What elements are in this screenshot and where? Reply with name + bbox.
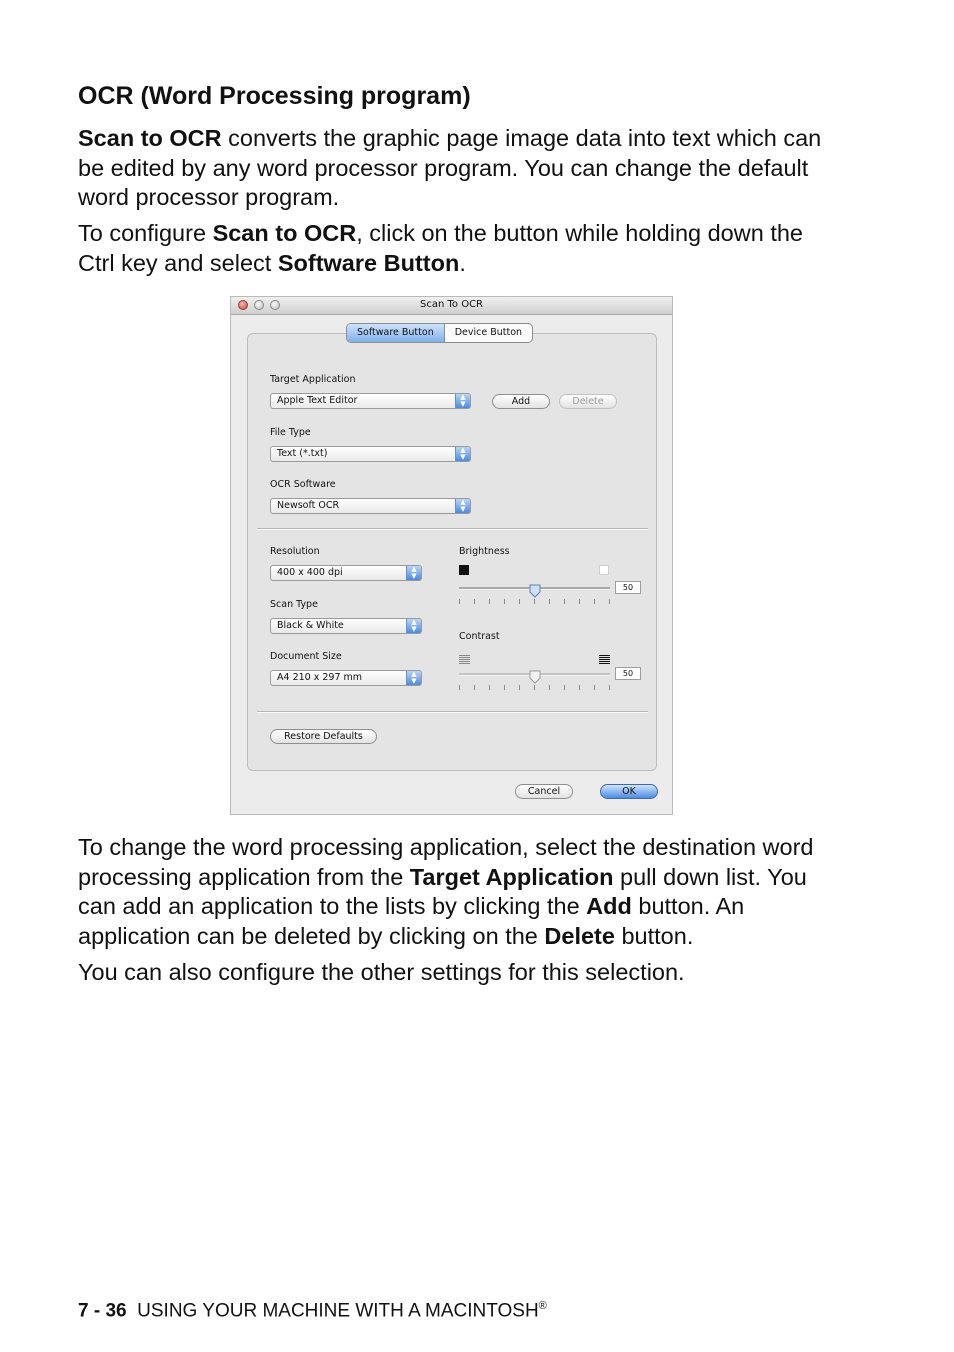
scan-type-select[interactable] <box>270 618 422 634</box>
change-application-paragraph <box>78 833 838 951</box>
popup-arrows-icon: ▲ ▼ <box>406 671 421 685</box>
brightness-value-box[interactable]: 50 <box>615 581 641 594</box>
resolution-value: 400 x 400 dpi <box>277 567 343 578</box>
contrast-slider-knob[interactable] <box>529 670 541 684</box>
window-titlebar <box>231 297 672 315</box>
dark-square-icon <box>459 565 469 575</box>
popup-arrows-icon: ▲ ▼ <box>406 619 421 633</box>
slider-tick <box>534 599 535 604</box>
add-button[interactable]: Add <box>492 394 550 409</box>
contrast-tick-marks <box>459 685 610 691</box>
section-heading: OCR (Word Processing program) <box>78 82 471 110</box>
contrast-label: Contrast <box>459 631 500 642</box>
configure-text-2: , click on the button while holding down the Ctrl key and select <box>78 220 803 276</box>
slider-tick <box>594 685 595 690</box>
cancel-button[interactable]: Cancel <box>515 784 573 799</box>
slider-tick <box>579 599 580 604</box>
configure-text-1: To configure <box>78 220 213 246</box>
tab-software-button[interactable]: Software Button <box>347 324 445 342</box>
document-size-select[interactable] <box>270 670 422 686</box>
registered-mark: ® <box>538 1300 547 1312</box>
target-application-label: Target Application <box>270 374 356 385</box>
intro-text: converts the graphic page image data into text which can be edited by any word processor program. You can change the default word processor program. <box>78 125 822 210</box>
file-type-value: Text (*.txt) <box>277 448 328 459</box>
other-settings-paragraph: You can also configure the other settings for this selection. <box>78 959 685 985</box>
change-text-3: button. An application can be deleted by clicking on the <box>78 893 745 949</box>
delete-button[interactable]: Delete <box>559 394 617 409</box>
resolution-select[interactable] <box>270 565 422 581</box>
separator <box>257 711 648 713</box>
popup-arrows-icon: ▲ ▼ <box>406 566 421 580</box>
slider-tick <box>609 599 610 604</box>
slider-tick <box>474 685 475 690</box>
bold-scan-to-ocr-2: Scan to OCR <box>212 220 357 246</box>
target-application-value: Apple Text Editor <box>277 395 358 406</box>
bold-scan-to-ocr: Scan to OCR <box>78 125 222 151</box>
slider-tick <box>549 599 550 604</box>
slider-tick <box>609 685 610 690</box>
slider-tick <box>549 685 550 690</box>
scan-to-ocr-dialog <box>230 296 673 815</box>
change-text-1: To change the word processing application, select the destination word processing application from the <box>78 834 814 890</box>
brightness-slider-knob[interactable] <box>529 584 541 598</box>
slider-tick <box>489 599 490 604</box>
tab-bar <box>346 323 533 343</box>
resolution-label: Resolution <box>270 546 320 557</box>
high-contrast-icon <box>599 650 610 661</box>
slider-tick <box>504 599 505 604</box>
change-text-4: button. <box>614 922 694 949</box>
change-text-2: pull down list. You can add an application to the lists by clicking the <box>78 863 807 919</box>
page-number: 7 - 36 <box>78 1300 127 1322</box>
slider-tick <box>459 685 460 690</box>
popup-arrows-icon: ▲ ▼ <box>455 447 470 461</box>
slider-tick <box>564 599 565 604</box>
file-type-select[interactable] <box>270 446 471 462</box>
configure-paragraph <box>78 219 838 278</box>
slider-tick <box>459 599 460 604</box>
window-title: Scan To OCR <box>420 299 483 310</box>
restore-defaults-button[interactable]: Restore Defaults <box>270 729 377 744</box>
configure-text-3: . <box>459 249 466 276</box>
scan-type-value: Black & White <box>277 620 344 631</box>
slider-tick <box>564 685 565 690</box>
low-contrast-icon <box>459 650 470 661</box>
ocr-software-value: Newsoft OCR <box>277 500 340 511</box>
slider-tick <box>474 599 475 604</box>
bold-add: Add <box>586 893 632 919</box>
contrast-value-box[interactable]: 50 <box>615 667 641 680</box>
slider-tick <box>594 599 595 604</box>
popup-arrows-icon: ▲ ▼ <box>455 499 470 513</box>
popup-arrows-icon: ▲ ▼ <box>455 394 470 408</box>
brightness-tick-marks <box>459 599 610 605</box>
slider-tick <box>489 685 490 690</box>
scan-type-label: Scan Type <box>270 599 318 610</box>
slider-tick <box>534 685 535 690</box>
ok-button[interactable]: OK <box>600 784 658 799</box>
slider-tick <box>504 685 505 690</box>
page-footer <box>78 1300 547 1322</box>
ocr-software-label: OCR Software <box>270 479 336 490</box>
bold-target-application: Target Application <box>409 863 614 890</box>
tab-device-button[interactable]: Device Button <box>454 327 523 338</box>
bold-software-button: Software Button <box>277 249 460 276</box>
target-application-select[interactable] <box>270 393 471 409</box>
footer-title: USING YOUR MACHINE WITH A MACINTOSH <box>137 1300 539 1322</box>
slider-tick <box>519 685 520 690</box>
file-type-label: File Type <box>270 427 311 438</box>
document-size-value: A4 210 x 297 mm <box>277 672 363 683</box>
intro-paragraph <box>78 124 838 213</box>
separator <box>257 528 648 530</box>
light-square-icon <box>599 565 609 575</box>
document-size-label: Document Size <box>270 651 342 662</box>
ocr-software-select[interactable] <box>270 498 471 514</box>
brightness-label: Brightness <box>459 546 510 557</box>
bold-delete: Delete <box>544 922 615 949</box>
slider-tick <box>579 685 580 690</box>
slider-tick <box>519 599 520 604</box>
